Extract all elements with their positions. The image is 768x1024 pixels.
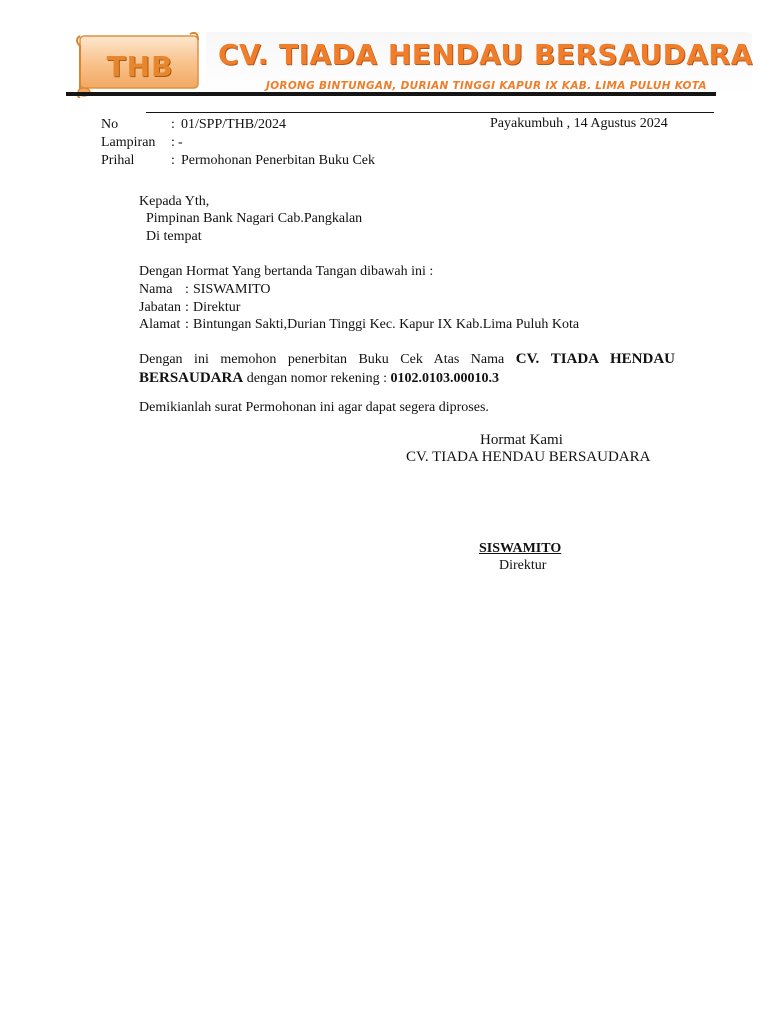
meta-lampiran xyxy=(101,134,481,152)
letterhead-rule xyxy=(66,92,716,96)
prihal-colon: : xyxy=(171,153,175,168)
prihal-label: Prihal xyxy=(101,153,135,168)
no-colon: : xyxy=(171,117,175,132)
intro-text: Dengan Hormat Yang bertanda Tangan dibawah ini : xyxy=(139,264,434,279)
logo-text: THB xyxy=(106,50,174,83)
recipient-place: Di tempat xyxy=(146,229,202,244)
recipient-greeting: Kepada Yth, xyxy=(139,194,210,209)
meta-prihal xyxy=(101,152,481,170)
meta-no xyxy=(101,116,481,134)
request-prefix: Dengan ini memohon penerbitan Buku Cek Atas Nama xyxy=(139,352,516,367)
signer-title: Direktur xyxy=(499,558,547,573)
field-nama xyxy=(139,281,659,299)
lampiran-value: - xyxy=(178,135,183,150)
signer-name: SISWAMITO xyxy=(479,541,562,556)
alamat-colon: : xyxy=(185,317,189,332)
regards-text: Hormat Kami xyxy=(480,432,563,448)
jabatan-colon: : xyxy=(185,300,189,315)
alamat-value: Bintungan Sakti,Durian Tinggi Kec. Kapur IX Kab.Lima Puluh Kota xyxy=(193,317,580,332)
nama-label: Nama xyxy=(139,282,173,297)
lampiran-colon: : xyxy=(171,135,175,150)
request-paragraph xyxy=(139,350,675,388)
alamat-label: Alamat xyxy=(139,317,181,332)
account-number: 0102.0103.00010.3 xyxy=(390,371,500,386)
jabatan-value: Direktur xyxy=(193,300,241,315)
field-jabatan xyxy=(139,299,659,317)
recipient-name: Pimpinan Bank Nagari Cab.Pangkalan xyxy=(146,211,363,226)
nama-colon: : xyxy=(185,282,189,297)
closing-sentence: Demikianlah surat Permohonan ini agar dapat segera diproses. xyxy=(139,400,489,415)
field-alamat xyxy=(139,316,679,334)
nama-value: SISWAMITO xyxy=(193,282,271,297)
request-middle: dengan nomor rekening : xyxy=(243,371,391,386)
no-value: 01/SPP/THB/2024 xyxy=(181,117,287,132)
company-logo xyxy=(72,28,202,98)
signature-company: CV. TIADA HENDAU BERSAUDARA xyxy=(406,449,651,465)
request-company: CV. TIADA HENDAU BERSAUDARA xyxy=(139,351,675,386)
place-date: Payakumbuh , 14 Agustus 2024 xyxy=(490,116,668,131)
company-address: JORONG BINTUNGAN, DURIAN TINGGI KAPUR IX KAB. LIMA PULUH KOTA xyxy=(266,80,707,92)
no-label: No xyxy=(101,117,119,132)
lampiran-label: Lampiran xyxy=(101,135,156,150)
jabatan-label: Jabatan xyxy=(139,300,181,315)
letterhead-subrule xyxy=(146,112,714,113)
company-name: CV. TIADA HENDAU BERSAUDARA xyxy=(218,38,753,71)
prihal-value: Permohonan Penerbitan Buku Cek xyxy=(181,153,376,168)
